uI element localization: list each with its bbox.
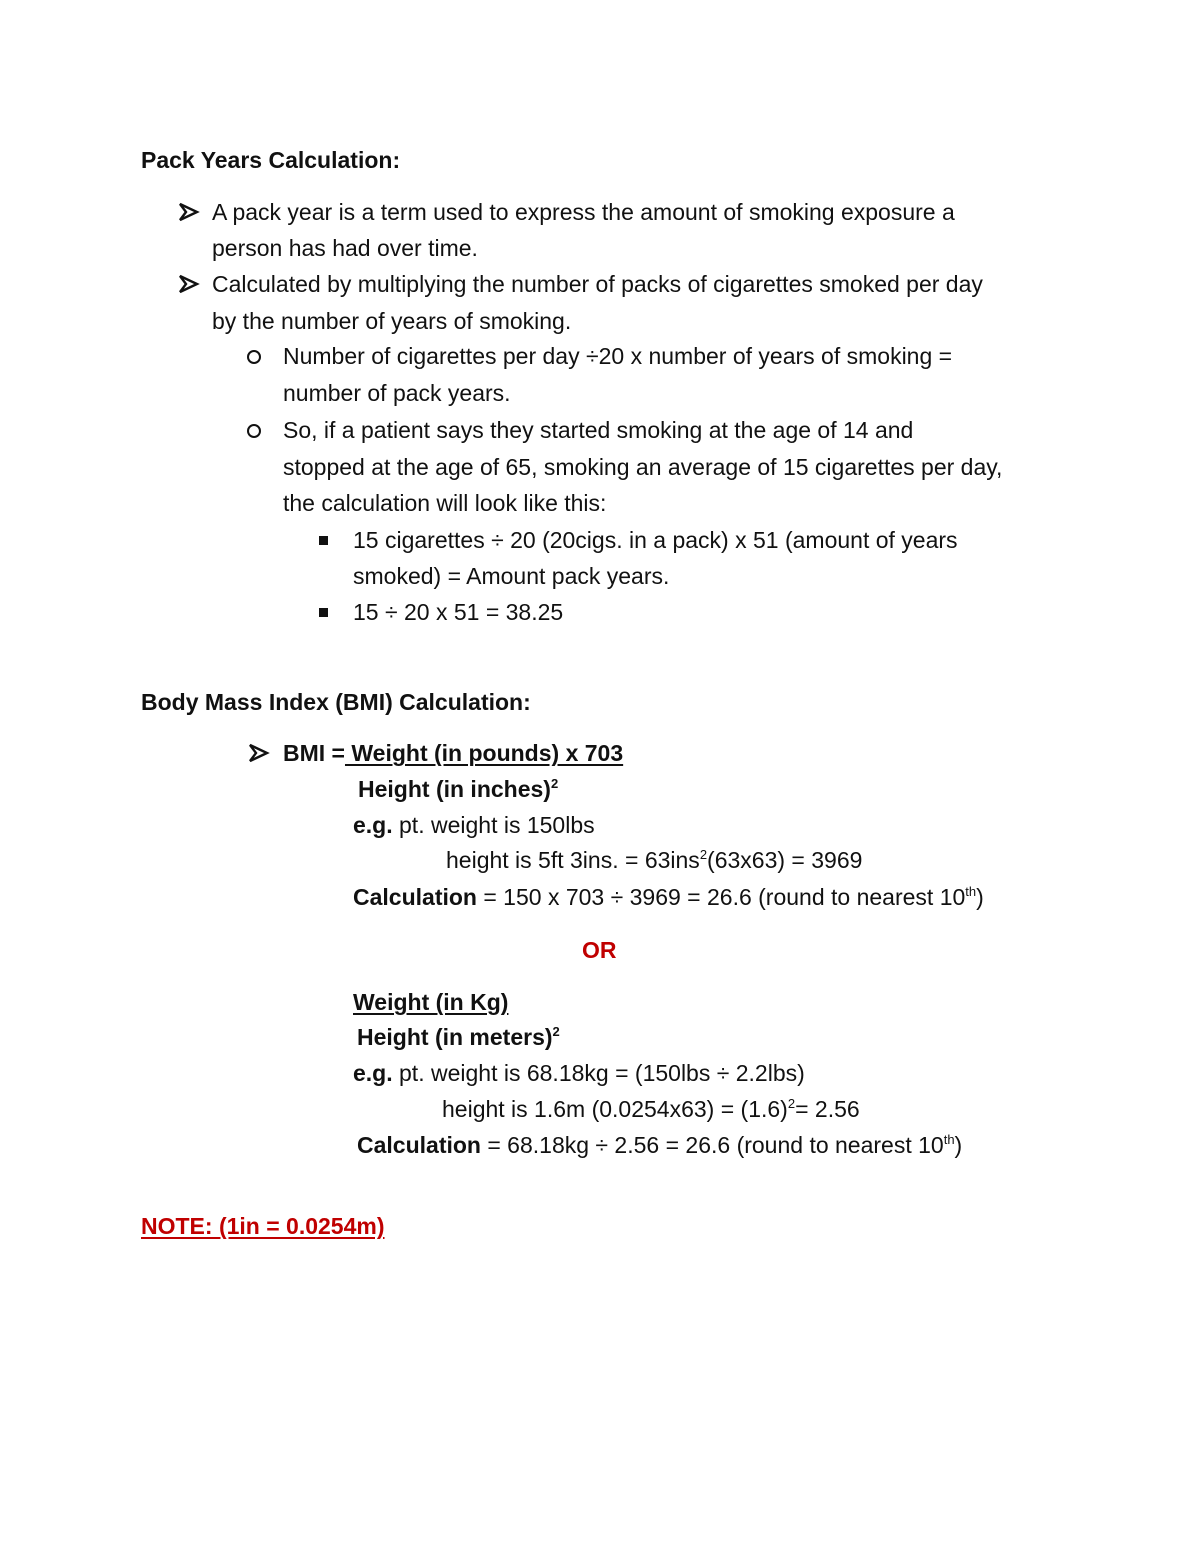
or-separator: OR [582, 937, 617, 963]
bmi-formula-denominator: Height (in inches)$^2$ [358, 776, 559, 802]
formula-line1: Number of cigarettes per day ÷20 x number of years of smoking = [283, 343, 953, 369]
arrow-bullet-icon [248, 739, 270, 767]
arrow-bullet-icon [178, 198, 200, 226]
bmi-example2-weight: e.g. pt. weight is 68.18kg = (150lbs ÷ 2.2lbs) [353, 1060, 805, 1086]
pack-year-definition-line2: person has had over time. [212, 235, 478, 261]
circle-bullet-icon [247, 424, 261, 438]
arrow-bullet-icon [178, 270, 200, 298]
circle-bullet-icon [247, 350, 261, 364]
bmi-heading: Body Mass Index (BMI) Calculation: [141, 689, 531, 715]
bmi-label: BMI = [283, 740, 345, 766]
example-line2: stopped at the age of 65, smoking an average of 15 cigarettes per day, [283, 454, 1003, 480]
bmi-formula-kg-denominator: Height (in meters)$^2$ [357, 1024, 560, 1050]
bmi-example-height: height is 5ft 3ins. = 63ins$^2$(63x63) = 3969 [446, 847, 863, 873]
calculated-by-line2: by the number of years of smoking. [212, 308, 572, 334]
pack-year-definition-line1: A pack year is a term used to express the amount of smoking exposure a [212, 199, 955, 225]
example-result: 15 ÷ 20 x 51 = 38.25 [353, 599, 564, 625]
formula-line2: number of pack years. [283, 380, 511, 406]
example-line1: So, if a patient says they started smoking at the age of 14 and [283, 417, 914, 443]
conversion-note: NOTE: (1in = 0.0254m) [141, 1213, 385, 1239]
square-bullet-icon [319, 608, 328, 617]
bmi-example2-height: height is 1.6m $(0.0254x63) = (1.6)^2= 2.56$ [442, 1096, 860, 1122]
bmi-calculation-pounds: Calculation = 150 x 703 ÷ 3969 = 26.6 (round to nearest 10th) [353, 884, 984, 910]
bmi-example-weight: e.g. pt. weight is 150lbs [353, 812, 595, 838]
bmi-numerator-pounds: Weight (in pounds) x 703 [344, 740, 624, 766]
calculated-by-line1: Calculated by multiplying the number of packs of cigarettes smoked per day [212, 271, 983, 297]
bmi-formula-kg-numerator: Weight (in Kg) [353, 989, 509, 1015]
bmi-formula-numerator [283, 739, 623, 767]
example-calc-line1: 15 cigarettes ÷ 20 (20cigs. in a pack) x 51 (amount of years [353, 527, 958, 553]
pack-years-heading: Pack Years Calculation: [141, 147, 401, 173]
square-bullet-icon [319, 536, 328, 545]
example-line3: the calculation will look like this: [283, 490, 607, 516]
example-calc-line2: smoked) = Amount pack years. [353, 563, 670, 589]
bmi-calculation-kg: Calculation = 68.18kg ÷ 2.56 = 26.6 (round to nearest 10th) [357, 1132, 963, 1158]
